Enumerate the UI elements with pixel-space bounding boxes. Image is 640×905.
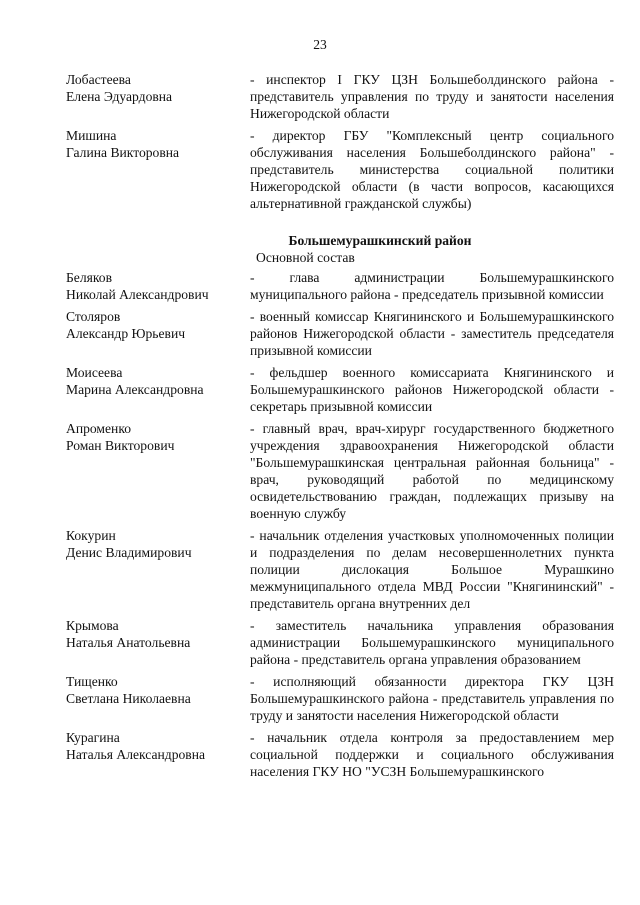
member-surname: Моисеева <box>66 365 123 380</box>
member-name <box>66 269 250 303</box>
member-name <box>66 71 250 122</box>
member-surname: Тищенко <box>66 674 118 689</box>
member-given-name: Николай Александрович <box>66 287 209 302</box>
member-given-name: Елена Эдуардовна <box>66 89 173 104</box>
member-entry <box>66 308 614 359</box>
section-title: Большемурашкинский район <box>288 233 472 248</box>
member-name <box>66 420 250 522</box>
member-given-name: Наталья Анатольевна <box>66 635 191 650</box>
member-name <box>66 308 250 359</box>
member-surname: Курагина <box>66 730 120 745</box>
member-given-name: Наталья Александровна <box>66 747 206 762</box>
member-surname: Беляков <box>66 270 113 285</box>
member-role: - инспектор I ГКУ ЦЗН Большеболдинского района - представитель управления по труду и занятости населения Нижегородской области <box>250 72 614 121</box>
member-surname: Крымова <box>66 618 119 633</box>
member-role: - глава администрации Большемурашкинского муниципального района - председатель призывной комиссии <box>250 270 614 302</box>
member-entry <box>66 527 614 612</box>
member-given-name: Марина Александровна <box>66 382 204 397</box>
member-surname: Апроменко <box>66 421 132 436</box>
member-surname: Кокурин <box>66 528 116 543</box>
member-surname: Лобастеева <box>66 72 131 87</box>
member-name <box>66 673 250 724</box>
member-entry <box>66 269 614 303</box>
member-role: - начальник отдела контроля за предоставлением мер социальной поддержки и социального обслуживания населения ГКУ НО "УСЗН Большемурашкинского <box>250 730 614 779</box>
member-name <box>66 617 250 668</box>
member-entry <box>66 729 614 780</box>
member-name <box>66 127 250 212</box>
member-name <box>66 364 250 415</box>
section-subtitle: Основной состав <box>256 250 355 265</box>
member-entry <box>66 617 614 668</box>
member-given-name: Светлана Николаевна <box>66 691 191 706</box>
member-surname: Мишина <box>66 128 117 143</box>
page-number: 23 <box>313 37 327 52</box>
member-entry <box>66 673 614 724</box>
member-entry <box>66 420 614 522</box>
member-role: - исполняющий обязанности директора ГКУ ЦЗН Большемурашкинского района - представитель управления по труду и занятости населения Нижегородской области <box>250 674 614 723</box>
member-role: - фельдшер военного комиссариата Княгининского и Большемурашкинского районов Нижегородской области - секретарь призывной комиссии <box>250 365 614 414</box>
member-role: - главный врач, врач-хирург государственного бюджетного учреждения здравоохранения Нижегородской области "Большемурашкинская центральная районная больница" - врач, руководящий работой по медицинскому освидетельствованию граждан, подлежащих призыву на военную службу <box>250 421 614 521</box>
member-given-name: Галина Викторовна <box>66 145 180 160</box>
member-name <box>66 527 250 612</box>
member-role: - директор ГБУ "Комплексный центр социального обслуживания населения Большеболдинского района" - представитель министерства социальной политики Нижегородской области (в части вопросов, касающихся альтернативной гражданской службы) <box>250 128 614 211</box>
member-given-name: Александр Юрьевич <box>66 326 186 341</box>
member-entry <box>66 71 614 122</box>
member-role: - военный комиссар Княгининского и Большемурашкинского районов Нижегородской области - заместитель председателя призывной комиссии <box>250 309 614 358</box>
member-given-name: Роман Викторович <box>66 438 175 453</box>
member-role: - начальник отделения участковых уполномоченных полиции и подразделения по делам несовершеннолетних пункта полиции дислокация Большое Мурашкино межмуниципального отдела МВД России "Княгининский" - представитель органа внутренних дел <box>250 528 614 611</box>
member-role: - заместитель начальника управления образования администрации Большемурашкинского муниципального района - представитель органа управления образованием <box>250 618 614 667</box>
member-given-name: Денис Владимирович <box>66 545 192 560</box>
member-surname: Столяров <box>66 309 121 324</box>
member-entry <box>66 364 614 415</box>
member-name <box>66 729 250 780</box>
commission-list <box>66 71 614 785</box>
member-entry <box>66 127 614 212</box>
